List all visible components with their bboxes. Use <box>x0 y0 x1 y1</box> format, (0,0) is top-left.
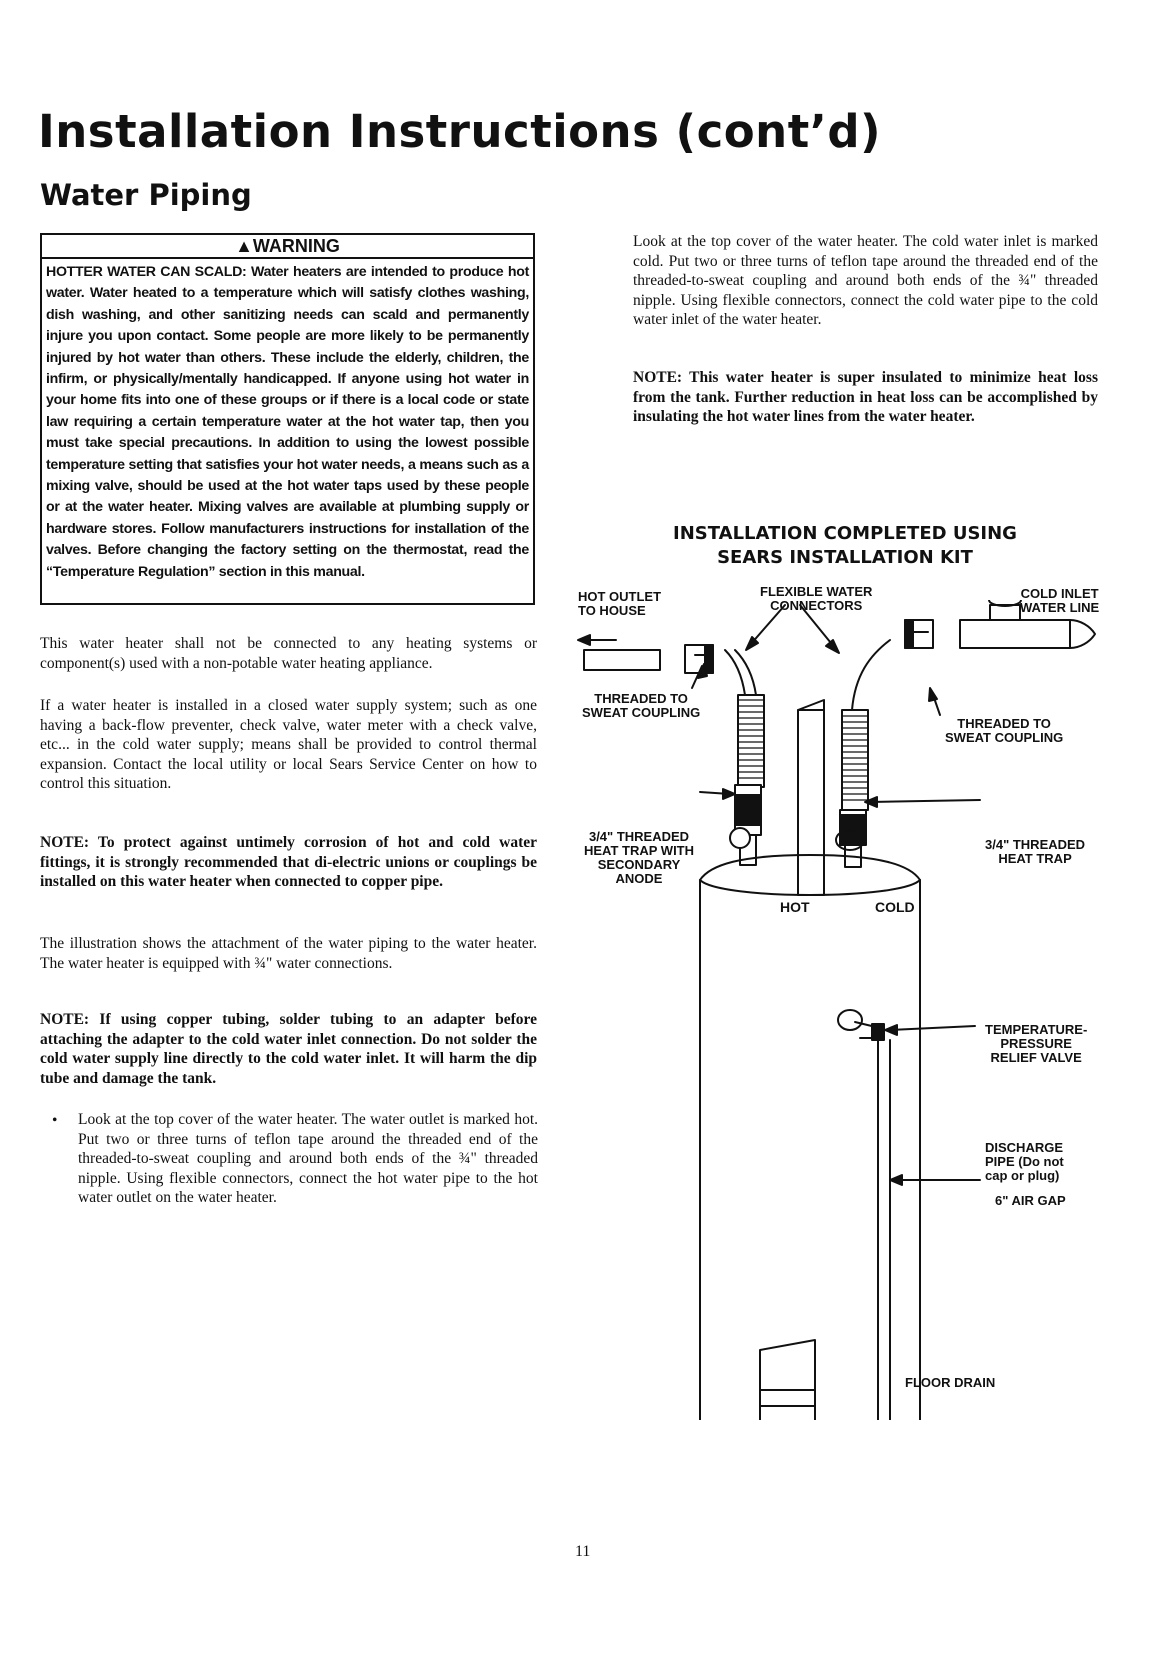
hot-outlet-arrow <box>578 635 616 645</box>
corrosion-note: NOTE: To protect against untimely corrosion of hot and cold water fittings, it is strongly recommended that di-electric unions or couplings be installed on this water heater when connected to copper pipe. <box>40 834 537 891</box>
water-heater-diagram <box>560 600 1120 1420</box>
heat-trap-label: 3/4" THREADED HEAT TRAP <box>985 837 1086 866</box>
coupling-right-arrow <box>929 688 940 715</box>
heat-trap-anode-label: 3/4" THREADED HEAT TRAP WITH SECONDARY ANODE <box>584 829 695 886</box>
anode-rod <box>798 700 824 895</box>
cold-marking-label: COLD <box>875 899 915 915</box>
thermal-expansion-paragraph: If a water heater is installed in a closed water supply system; such as one having a back-flow preventer, check valve, water meter with a check valve, etc... in the cold water supply; means shall be provided to control thermal expansion. Contact the local utility or local Sears Service Center on how to control this situation. <box>40 697 537 793</box>
flex-connector-left <box>725 650 764 787</box>
insulation-note: NOTE: This water heater is super insulated to minimize heat loss from the tank. Further reduction in heat loss can be accomplished by insulating the hot water lines from the water heater. <box>633 369 1098 426</box>
coupling-left-label: THREADED TO SWEAT COUPLING <box>582 691 701 720</box>
water-heater-tank <box>700 828 920 1420</box>
diagram-title <box>620 522 1070 570</box>
coupling-left <box>685 645 713 673</box>
non-potable-paragraph: This water heater shall not be connected to any heating systems or component(s) used with a non-potable water heating appliance. <box>40 635 537 672</box>
section-title: Water Piping <box>40 178 252 212</box>
copper-tubing-note: NOTE: If using copper tubing, solder tubing to an adapter before attaching the adapter to the cold water inlet connection. Do not solder the cold water supply line directly to the cold water inlet. It will harm the dip tube and damage the tank. <box>40 1011 537 1087</box>
warning-heading: ▲WARNING <box>42 235 533 259</box>
flex-connector-right <box>842 640 890 810</box>
cold-inlet-pipe <box>960 600 1095 648</box>
cold-inlet-instructions: Look at the top cover of the water heater. The cold water inlet is marked cold. Put two or three turns of teflon tape around the threaded end of the threaded-to-sweat coupling and around both ends of the ¾" threaded nipple. Using flexible connectors, connect the cold water pipe to the cold water inlet of the water heater. <box>633 233 1098 329</box>
diagram-title-line-1: INSTALLATION COMPLETED USING <box>673 523 1017 544</box>
warning-box <box>40 233 535 605</box>
page-number: 11 <box>575 1543 591 1560</box>
hot-outlet-instructions: Look at the top cover of the water heater. The water outlet is marked hot. Put two or three turns of teflon tape around the threaded end of the threaded-to-sweat coupling and around both ends of the ¾" threaded nipple. Using flexible connectors, connect the hot water pipe to the hot water outlet on the water heater. <box>78 1111 538 1207</box>
discharge-pipe-label: DISCHARGE PIPE (Do not cap or plug) <box>985 1140 1064 1183</box>
hot-outlet-pipe <box>584 650 660 670</box>
flexible-connectors-label: FLEXIBLE WATER CONNECTORS <box>760 584 873 613</box>
coupling-left-arrow <box>692 664 707 688</box>
coupling-right <box>905 620 933 648</box>
heat-trap-left <box>735 785 761 865</box>
bullet-marker: • <box>52 1112 58 1129</box>
flex-connector-arrows <box>746 605 839 653</box>
floor-drain-label: FLOOR DRAIN <box>905 1375 996 1390</box>
discharge-pipe <box>878 1040 980 1420</box>
air-gap-label: 6" AIR GAP <box>995 1193 1066 1208</box>
page-title: Installation Instructions (cont’d) <box>38 105 882 158</box>
illustration-paragraph: The illustration shows the attachment of the water piping to the water heater. The water heater is equipped with ¾" water connections. <box>40 935 537 972</box>
cold-inlet-label: COLD INLET WATER LINE <box>1020 586 1100 615</box>
coupling-right-label: THREADED TO SWEAT COUPLING <box>945 716 1064 745</box>
access-panel <box>760 1340 815 1420</box>
diagram-title-line-2: SEARS INSTALLATION KIT <box>717 547 973 568</box>
hot-outlet-label: HOT OUTLET TO HOUSE <box>578 589 662 618</box>
hot-marking-label: HOT <box>780 899 810 915</box>
warning-text: HOTTER WATER CAN SCALD: Water heaters are intended to produce hot water. Water heated to a temperature which will satisfy clothes washing, dish washing, and other sanitizing needs can scald and permanently injure you upon contact. Some people are more likely to be permanently injured by hot water than others. These include the elderly, children, the infirm, or physically/mentally handicapped. If anyone using hot water in your home fits into one of these groups or if there is a local code or state law requiring a certain temperature water at the hot water tap, then you must take special precautions. In addition to using the lowest possible temperature setting that satisfies your hot water needs, a means such as a mixing valve, should be used at the hot water taps used by these people or at the water heater. Mixing valves are available at plumbing supply or hardware stores. Follow manufacturers instructions for installation of the valves. Before changing the factory setting on the thermostat, read the “Temperature Regulation” section in this manual. <box>46 264 529 580</box>
tp-valve-label: TEMPERATURE- PRESSURE RELIEF VALVE <box>985 1022 1088 1065</box>
tp-valve <box>838 1010 975 1040</box>
